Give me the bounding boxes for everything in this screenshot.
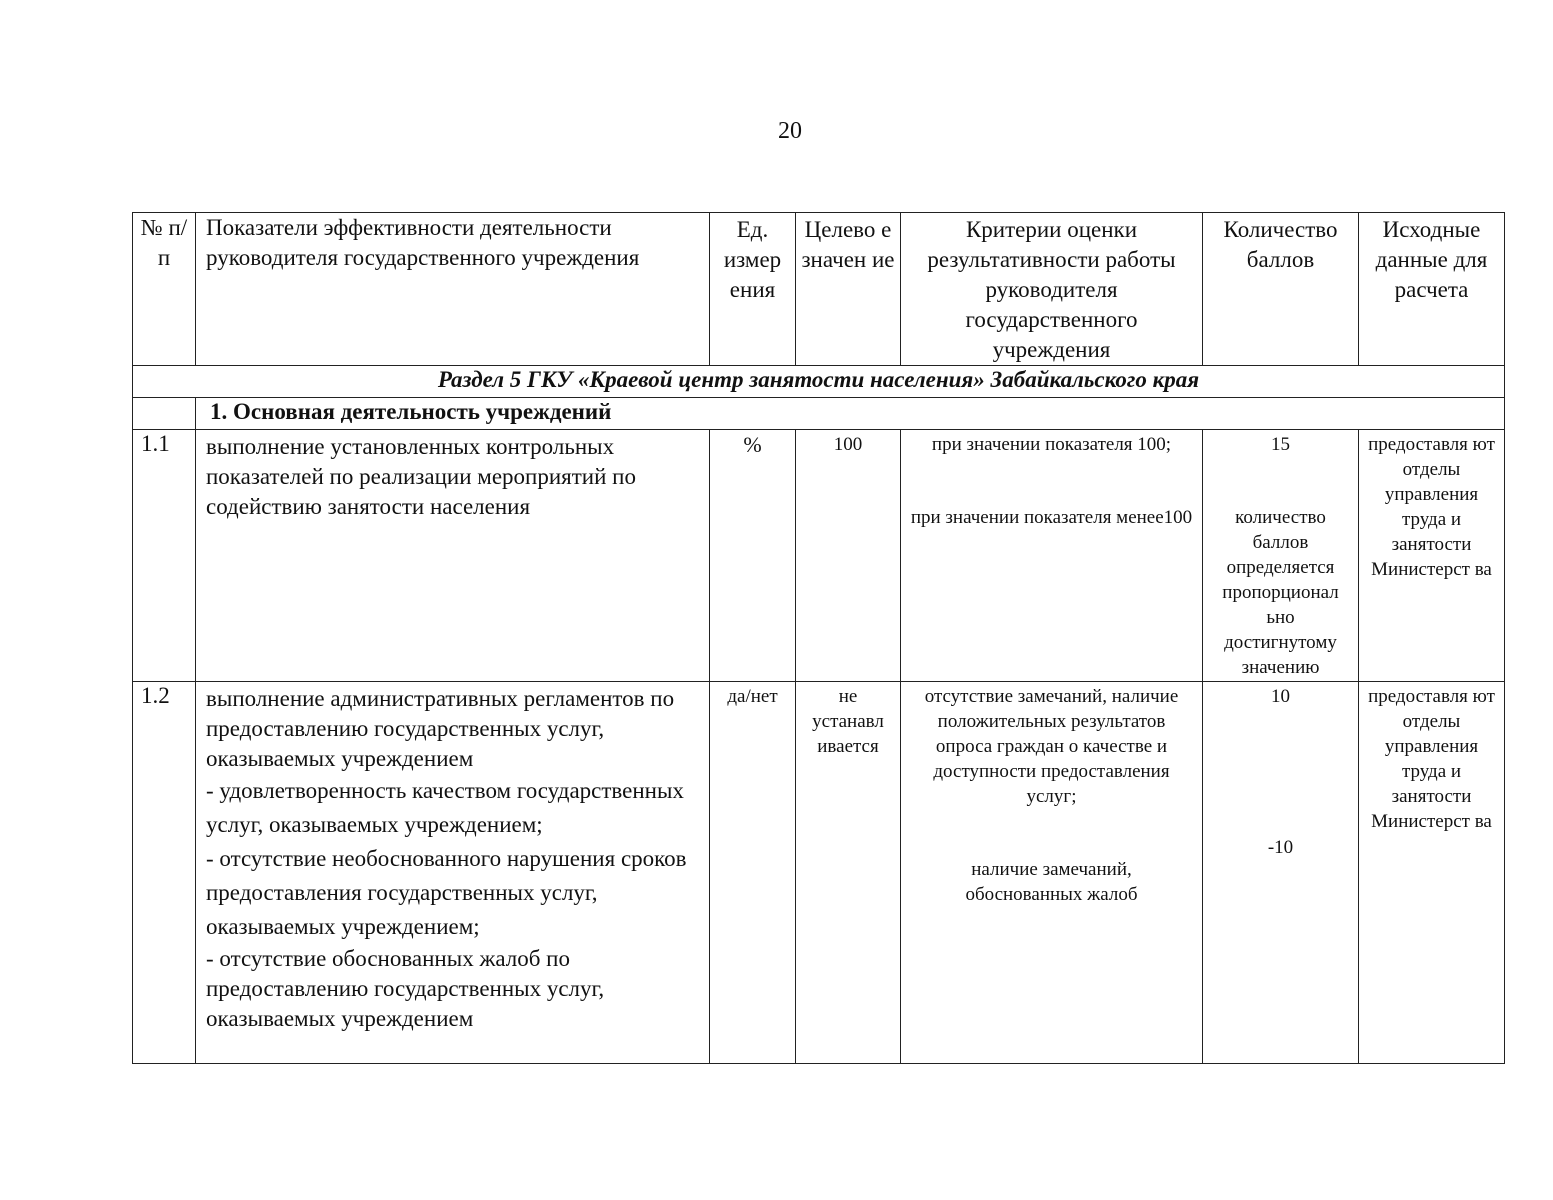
row-number: 1.1 [133, 430, 196, 682]
indicator-satisfaction: - удовлетворенность качеством государственных услуг, оказываемых учреждением; [206, 778, 684, 837]
page-number: 20 [778, 118, 802, 144]
criteria-no-remarks: отсутствие замечаний, наличие положительных результатов опроса граждан о качестве и доступности предоставления услуг; [924, 686, 1179, 807]
points-negative: -10 [1267, 837, 1294, 858]
indicator-main: выполнение административных регламентов по предоставлению государственных услуг, оказываемых учреждением [206, 686, 675, 771]
spacer [911, 809, 1192, 857]
header-num: № п/п [133, 213, 196, 366]
section-title: Раздел 5 ГКУ «Краевой центр занятости населения» Забайкальского края [133, 366, 1505, 398]
row-criteria [901, 682, 1203, 1064]
row-points [1203, 682, 1359, 1064]
points-full: 15 [1271, 434, 1290, 455]
points-proportional: количество баллов определяется пропорционал ьно достигнутому значению [1222, 507, 1339, 678]
row-source: предоставля ют отделы управления труда и занятости Министерст ва [1359, 682, 1505, 1064]
criteria-full-value: при значении показателя 100; [931, 434, 1172, 455]
header-unit: Ед. измер ения [710, 213, 796, 366]
subsection-title: 1. Основная деятельность учреждений [196, 398, 1505, 430]
spacer [1209, 709, 1352, 835]
row-unit: % [710, 430, 796, 682]
subsection-empty-cell [133, 398, 196, 430]
row-target: 100 [796, 430, 901, 682]
performance-table [132, 212, 1505, 1064]
row-criteria [901, 430, 1203, 682]
subsection-row [133, 398, 1505, 430]
row-unit: да/нет [710, 682, 796, 1064]
row-number: 1.2 [133, 682, 196, 1064]
indicator-complaints: - отсутствие обоснованных жалоб по предоставлению государственных услуг, оказываемых учреждением [206, 946, 605, 1031]
header-target: Целево е значен ие [796, 213, 901, 366]
table-row [133, 430, 1505, 682]
criteria-remarks: наличие замечаний, обоснованных жалоб [965, 859, 1138, 905]
row-source: предоставля ют отделы управления труда и занятости Министерст ва [1359, 430, 1505, 682]
header-points: Количество баллов [1203, 213, 1359, 366]
header-source: Исходные данные для расчета [1359, 213, 1505, 366]
header-criteria: Критерии оценки результативности работы руководителя государственного учреждения [901, 213, 1203, 366]
row-target: не устанавл ивается [796, 682, 901, 1064]
criteria-below-value: при значении показателя менее100 [910, 507, 1193, 528]
header-indicators: Показатели эффективности деятельности руководителя государственного учреждения [196, 213, 710, 366]
spacer [1209, 457, 1352, 505]
row-indicator: выполнение установленных контрольных показателей по реализации мероприятий по содействию занятости населения [196, 430, 710, 682]
row-points [1203, 430, 1359, 682]
row-indicator [196, 682, 710, 1064]
table-row [133, 682, 1505, 1064]
spacer [907, 457, 1196, 505]
indicator-deadlines: - отсутствие необоснованного нарушения сроков предоставления государственных услуг, оказываемых учреждением; [206, 846, 687, 939]
points-positive: 10 [1271, 686, 1290, 707]
section-row [133, 366, 1505, 398]
header-row [133, 213, 1505, 366]
